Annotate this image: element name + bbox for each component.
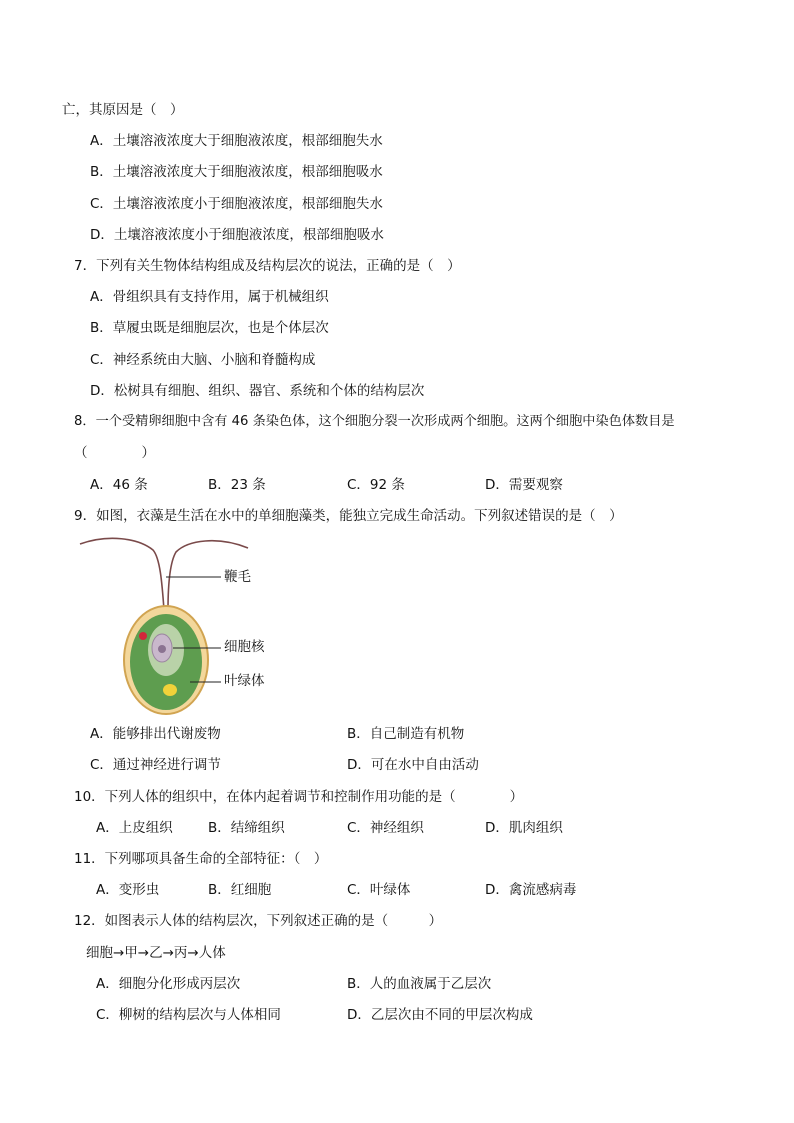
q9-stem: 9．如图，衣藻是生活在水中的单细胞藻类，能独立完成生命活动。下列叙述错误的是（ ） (74, 508, 623, 524)
q6-option-b: B．土壤溶液浓度大于细胞液浓度，根部细胞吸水 (90, 164, 383, 180)
q8-option-c: C．92 条 (347, 477, 405, 493)
q12-hierarchy-diagram: 细胞→甲→乙→丙→人体 (86, 945, 226, 961)
q10-stem: 10．下列人体的组织中，在体内起着调节和控制作用功能的是（ ） (74, 789, 524, 805)
chlamydomonas-figure (78, 532, 288, 717)
q7-option-b: B．草履虫既是细胞层次，也是个体层次 (90, 320, 329, 336)
q7-stem: 7．下列有关生物体结构组成及结构层次的说法，正确的是（ ） (74, 258, 461, 274)
flagellum-label: 鞭毛 (224, 569, 251, 585)
q11-stem: 11．下列哪项具备生命的全部特征：（ ） (74, 851, 328, 867)
q10-option-d: D．肌肉组织 (485, 820, 563, 836)
q8-stem-blank: （ ） (74, 445, 155, 461)
q7-option-c: C．神经系统由大脑、小脑和脊髓构成 (90, 352, 316, 368)
q11-option-a: A．变形虫 (96, 882, 160, 898)
q12-option-a: A．细胞分化形成丙层次 (96, 976, 241, 992)
q9-option-d: D．可在水中自由活动 (347, 757, 479, 773)
q11-option-b: B．红细胞 (208, 882, 272, 898)
q8-stem: 8．一个受精卵细胞中含有 46 条染色体，这个细胞分裂一次形成两个细胞。这两个细胞中染色体数目是 (74, 414, 675, 429)
q8-option-a: A．46 条 (90, 477, 148, 493)
q10-option-b: B．结缔组织 (208, 820, 285, 836)
q11-option-d: D．禽流感病毒 (485, 882, 577, 898)
q12-option-c: C．柳树的结构层次与人体相同 (96, 1007, 281, 1023)
q6-option-a: A．土壤溶液浓度大于细胞液浓度，根部细胞失水 (90, 133, 383, 149)
nucleus-label: 细胞核 (224, 639, 265, 655)
q12-option-b: B．人的血液属于乙层次 (347, 976, 492, 992)
q12-stem: 12．如图表示人体的结构层次，下列叙述正确的是（ ） (74, 913, 443, 929)
q7-option-a: A．骨组织具有支持作用，属于机械组织 (90, 289, 329, 305)
q9-option-b: B．自己制造有机物 (347, 726, 465, 742)
chloroplast-label: 叶绿体 (224, 673, 265, 689)
q9-option-a: A．能够排出代谢废物 (90, 726, 221, 742)
q6-option-c: C．土壤溶液浓度小于细胞液浓度，根部细胞失水 (90, 196, 383, 212)
q10-option-c: C．神经组织 (347, 820, 424, 836)
q11-option-c: C．叶绿体 (347, 882, 411, 898)
q9-option-c: C．通过神经进行调节 (90, 757, 221, 773)
q6-stem-tail: 亡，其原因是（ ） (62, 102, 184, 118)
q6-option-d: D．土壤溶液浓度小于细胞液浓度，根部细胞吸水 (90, 227, 384, 243)
q10-option-a: A．上皮组织 (96, 820, 173, 836)
q7-option-d: D．松树具有细胞、组织、器官、系统和个体的结构层次 (90, 383, 425, 399)
q12-option-d: D．乙层次由不同的甲层次构成 (347, 1007, 533, 1023)
q8-option-d: D．需要观察 (485, 477, 563, 493)
q8-option-b: B．23 条 (208, 477, 266, 493)
